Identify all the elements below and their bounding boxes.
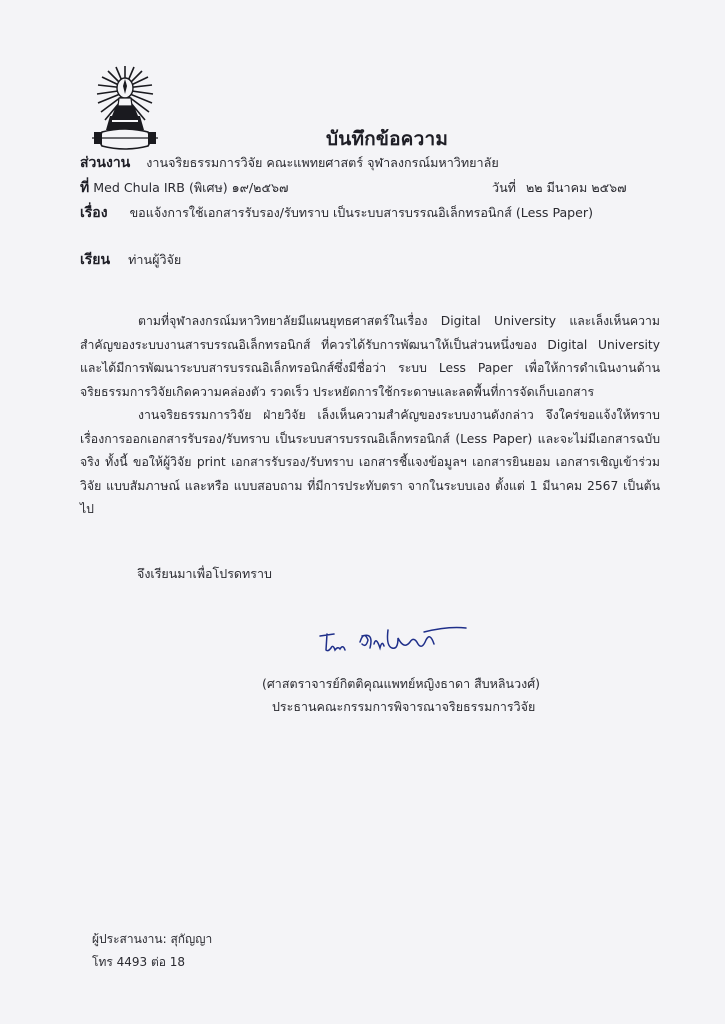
- department-label: ส่วนงาน: [80, 155, 131, 171]
- signatory-position: ประธานคณะกรรมการพิจารณาจริยธรรมการวิจัย: [272, 699, 536, 714]
- subject-line: [80, 205, 593, 221]
- closing-text: จึงเรียนมาเพื่อโปรดทราบ: [137, 566, 272, 581]
- phone-contact: โทร 4493 ต่อ 18: [92, 955, 186, 969]
- reference-value: Med Chula IRB (พิเศษ) ๑๙/๒๕๖๗: [93, 180, 289, 195]
- date-line: [492, 180, 627, 196]
- date-value: ๒๒ มีนาคม ๒๕๖๗: [526, 180, 627, 195]
- subject-value: ขอแจ้งการใช้เอกสารรับรอง/รับทราบ เป็นระบบสารบรรณอิเล็กทรอนิกส์ (Less Paper): [129, 205, 594, 220]
- reference-line: [80, 180, 288, 196]
- department-line: [80, 155, 499, 171]
- university-emblem-icon: [92, 64, 158, 156]
- subject-label: เรื่อง: [80, 205, 108, 221]
- body-paragraph-1: ตามที่จุฬาลงกรณ์มหาวิทยาลัยมีแผนยุทธศาสตร์ในเรื่อง Digital University และเล็งเห็นความสำคัญของระบบงานสารบรรณอิเล็กทรอนิกส์ ที่ควรได้รับการพัฒนาให้เป็นส่วนหนึ่งของ Digital University และได้มีการพัฒนาระบบสารบรรณอิเล็กทรอนิกส์ซึ่งมีชื่อว่า ระบบ Less Paper เพื่อให้การดำเนินงานด้านจริยธรรมการวิจัยเกิดความคล่องตัว รวดเร็ว ประหยัดการใช้กระดาษและลดพื้นที่การจัดเก็บเอกสาร: [80, 314, 660, 399]
- recipient-value: ท่านผู้วิจัย: [128, 252, 182, 267]
- handwritten-signature-icon: [318, 622, 468, 658]
- memo-title: บันทึกข้อความ: [326, 128, 449, 150]
- department-value: งานจริยธรรมการวิจัย คณะแพทยศาสตร์ จุฬาลงกรณ์มหาวิทยาลัย: [146, 155, 499, 170]
- signatory-name: (ศาสตราจารย์กิตติคุณแพทย์หญิงธาดา สืบหลินวงศ์): [262, 676, 541, 691]
- date-label: วันที่: [492, 180, 516, 195]
- body-paragraph-2: งานจริยธรรมการวิจัย ฝ่ายวิจัย เล็งเห็นความสำคัญของระบบงานดังกล่าว จึงใคร่ขอแจ้งให้ทราบเรื่องการออกเอกสารรับรอง/รับทราบ เป็นระบบสารบรรณอิเล็กทรอนิกส์ (Less Paper) และจะไม่มีเอกสารฉบับจริง ทั้งนี้ ขอให้ผู้วิจัย print เอกสารรับรอง/รับทราบ เอกสารชี้แจงข้อมูลฯ เอกสารยินยอม เอกสารเชิญเข้าร่วมวิจัย แบบสัมภาษณ์ และหรือ แบบสอบถาม ที่มีการประทับตรา จากในระบบเอง ตั้งแต่ 1 มีนาคม 2567 เป็นต้นไป: [80, 408, 660, 516]
- recipient-line: [80, 252, 181, 268]
- coordinator-contact: ผู้ประสานงาน: สุกัญญา: [92, 932, 213, 946]
- memo-body: [80, 310, 660, 522]
- recipient-label: เรียน: [80, 252, 111, 268]
- reference-label: ที่: [80, 180, 90, 196]
